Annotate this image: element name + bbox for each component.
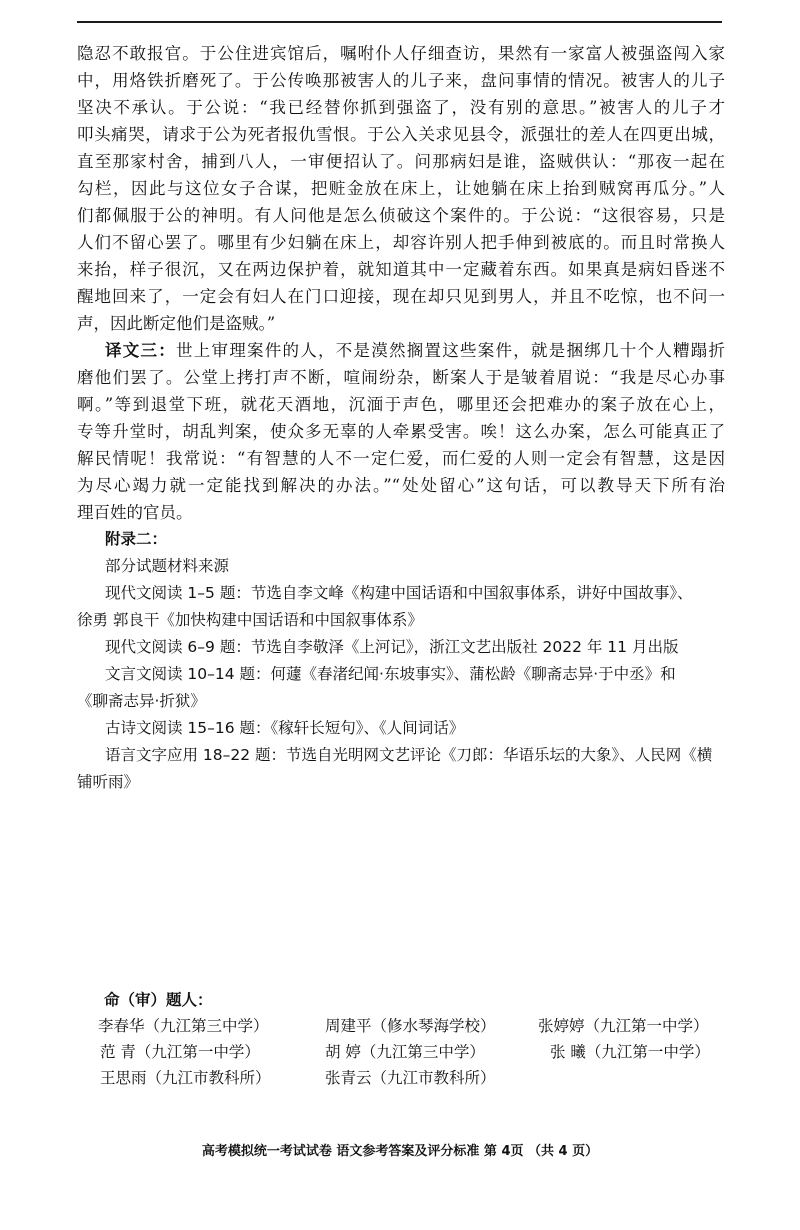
paragraph-line: 磨他们罢了。公堂上拷打声不断，喧闹纷杂，断案人于是皱着眉说：“我是尽心办事 [77,368,725,387]
paragraph-line: 隐忍不敢报官。于公住进宾馆后，嘱咐仆人仔细查访，果然有一家富人被强盗闯入家 [77,44,725,63]
appendix-source: 文言文阅读 10–14 题：何蘧《春渚纪闻·东坡事实》、蒲松龄《聊斋志异·于中丞》和 [105,665,676,683]
paragraph-line: 为尽心竭力就一定能找到解决的办法。”“处处留心”这句话，可以教导天下所有治 [77,476,725,495]
credits-row [98,1013,744,1039]
appendix-title: 附录二： [105,530,168,548]
paragraph-line: 解民情呢！我常说：“有智慧的人不一定仁爱，而仁爱的人则一定会有智慧，这是因 [77,449,725,468]
credit-name: 范 青（九江第一中学） [100,1043,260,1061]
paragraph-line: 来抬，样子很沉，又在两边保护着，就知道其中一定藏着东西。如果真是病妇昏迷不 [77,260,725,279]
credit-name: 胡 婷（九江第三中学） [325,1043,485,1061]
paragraph-line: 勾栏，因此与这位女子合谋，把赃金放在床上，让她躺在床上抬到贼窝再瓜分。”人 [77,179,725,198]
paragraph-line: 中，用烙铁折磨死了。于公传唤那被害人的儿子来，盘问事情的情况。被害人的儿子 [77,71,725,90]
appendix-source: 铺听雨》 [77,773,140,791]
translation-three-text: 世上审理案件的人，不是漠然搁置这些案件，就是捆绑几十个人糟蹋折 [176,341,725,360]
appendix-source: 徐勇 郭良干《加快构建中国话语和中国叙事体系》 [77,611,423,629]
paragraph-line: 醒地回来了，一定会有妇人在门口迎接，现在却只见到男人，并且不吃惊，也不问一 [77,287,725,306]
credit-name: 李春华（九江第三中学） [98,1017,269,1035]
paragraph-line: 直至那家村舍，捕到八人，一审便招认了。问那病妇是谁，盗贼供认：“那夜一起在 [77,152,725,171]
credits-row [100,1065,744,1091]
answer-page-body [77,40,725,796]
credit-name: 周建平（修水琴海学校） [325,1017,496,1035]
top-rule [77,21,722,23]
credits-section [98,987,744,1091]
translation-three-first-line [77,337,725,364]
credit-name: 张婷婷（九江第一中学） [538,1017,709,1035]
credits-row [100,1039,744,1065]
translation-three-label: 译文三： [105,341,176,360]
paragraph-line: 坚决不承认。于公说：“我已经替你抓到强盗了，没有别的意思。”被害人的儿子才 [77,98,725,117]
appendix-source: 古诗文阅读 15–16 题：《稼轩长短句》、《人间词话》 [105,719,465,737]
credit-name: 王思雨（九江市教科所） [100,1069,271,1087]
paragraph-line: 声，因此断定他们是盗贼。” [77,314,276,333]
paragraph-line: 叩头痛哭，请求于公为死者报仇雪恨。于公入关求见县令，派强壮的差人在四更出城， [77,125,725,144]
paragraph-line: 专等升堂时，胡乱判案，使众多无辜的人牵累受害。唉！这么办案，怎么可能真正了 [77,422,725,441]
credit-name: 张青云（九江市教科所） [325,1069,496,1087]
appendix-source: 语言文字应用 18–22 题：节选自光明网文艺评论《刀郎：华语乐坛的大象》、人民网《横 [105,746,713,764]
appendix-subtitle: 部分试题材料来源 [105,557,230,575]
paragraph-line: 理百姓的官员。 [77,503,193,522]
paragraph-line: 啊。”等到退堂下班，就花天酒地，沉湎于声色，哪里还会把难办的案子放在心上， [77,395,725,414]
credits-title: 命（审）题人： [104,991,213,1009]
paragraph-line: 们都佩服于公的神明。有人问他是怎么侦破这个案件的。于公说：“这很容易，只是 [77,206,725,225]
appendix-source: 《聊斋志异·折狱》 [77,692,206,710]
page-footer: 高考模拟统一考试试卷 语文参考答案及评分标准 第 4页 （共 4 页） [201,1144,599,1159]
paragraph-line: 人们不留心罢了。哪里有少妇躺在床上，却容许别人把手伸到被底的。而且时常换人 [77,233,725,252]
appendix-source: 现代文阅读 6–9 题：节选自李敬泽《上河记》，浙江文艺出版社 2022 年 11 月出版 [105,638,679,656]
credit-name: 张 曦（九江第一中学） [550,1043,710,1061]
appendix-source: 现代文阅读 1–5 题：节选自李文峰《构建中国话语和中国叙事体系，讲好中国故事》、 [105,584,693,602]
